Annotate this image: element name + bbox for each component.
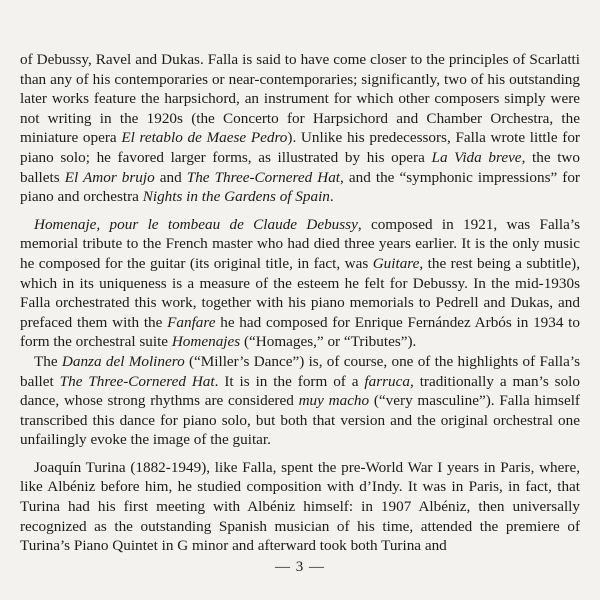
italic-title-text: The Three-Cornered Hat: [59, 372, 215, 390]
italic-title-text: farruca: [364, 372, 410, 390]
body-text: . It is in the form of a: [214, 372, 365, 390]
italic-title-text: Fanfare: [167, 313, 216, 331]
body-text: ). Unlike his predecessors, Falla wrote little for piano solo; he favored larger forms, as illustrated by his opera: [20, 129, 580, 166]
body-text: (“Miller’s Dance”) is, of course, one of the highlights of Falla’s ballet: [20, 352, 580, 390]
body-text: , the two ballets: [20, 148, 580, 186]
body-text: of Debussy, Ravel and Dukas. Falla is said to have come closer to the principles of Scarlatti than any of his contemporaries or near-contemporaries; significantly, two of his outstanding later works feature the harpsichord, an instrument for which other composers simply were not writing in the 1920s (the Concerto for Harpsichord and Chamber Orchestra, the miniature opera: [20, 51, 580, 147]
italic-title-text: La Vida breve: [431, 148, 522, 166]
paragraph-falla-forms: [20, 50, 580, 207]
body-text: .: [329, 188, 334, 206]
italic-title-text: Homenaje, pour le tombeau de Claude Debussy: [34, 215, 358, 233]
italic-title-text: El retablo de Maese Pedro: [121, 129, 288, 147]
body-text: (“very masculine”). Falla himself transcribed this dance for piano solo, but both that version and the original orchestral one unfailingly evoke the image of the guitar.: [20, 392, 580, 449]
body-text: , the rest being a subtitle), which in its uniqueness is a measure of the esteem he felt for Debussy. In the mid-1930s Falla orchestrated this work, together with his piano memorials to Pedrell and Dukas, and prefaced them with the: [20, 254, 580, 331]
italic-title-text: Danza del Molinero: [61, 352, 185, 370]
italic-title-text: El Amor brujo: [64, 168, 155, 186]
body-text: (“Homages,” or “Tributes”).: [240, 333, 417, 351]
body-text: , and the “symphonic impressions” for piano and orchestra: [20, 168, 580, 206]
body-text: The: [34, 352, 62, 370]
italic-title-text: Homenajes: [171, 333, 241, 351]
italic-title-text: muy macho: [298, 392, 370, 410]
italic-title-text: The Three-Cornered Hat: [186, 168, 341, 186]
paragraph-homenaje: [20, 215, 580, 352]
body-text: he had composed for Enrique Fernández Arbós in 1934 to form the orchestral suite: [20, 313, 580, 351]
italic-title-text: Guitare: [372, 254, 420, 272]
paragraph-danza-del-molinero: [20, 352, 580, 450]
page-number: — 3 —: [275, 559, 325, 575]
body-text: and: [154, 168, 187, 186]
paragraph-turina: [20, 458, 580, 556]
body-text: Joaquín Turina (1882-1949), like Falla, spent the pre-World War I years in Paris, where, like Albéniz before him, he studied composition with d’Indy. It was in Paris, in fact, that Turina had his first meeting with Albéniz himself: in 1907 Albéniz, then universally recognized as the outstanding Spanish musician of his time, attended the premiere of Turina’s Piano Quintet in G minor and afterward took both Turina and: [20, 458, 580, 555]
italic-title-text: Nights in the Gardens of Spain: [142, 188, 330, 206]
body-text: , composed in 1921, was Falla’s memorial tribute to the French master who had died three years earlier. It is the only music he composed for the guitar (its original title, in fact, was: [20, 215, 580, 272]
body-text: , traditionally a man’s solo dance, whose strong rhythms are considered: [20, 372, 580, 410]
